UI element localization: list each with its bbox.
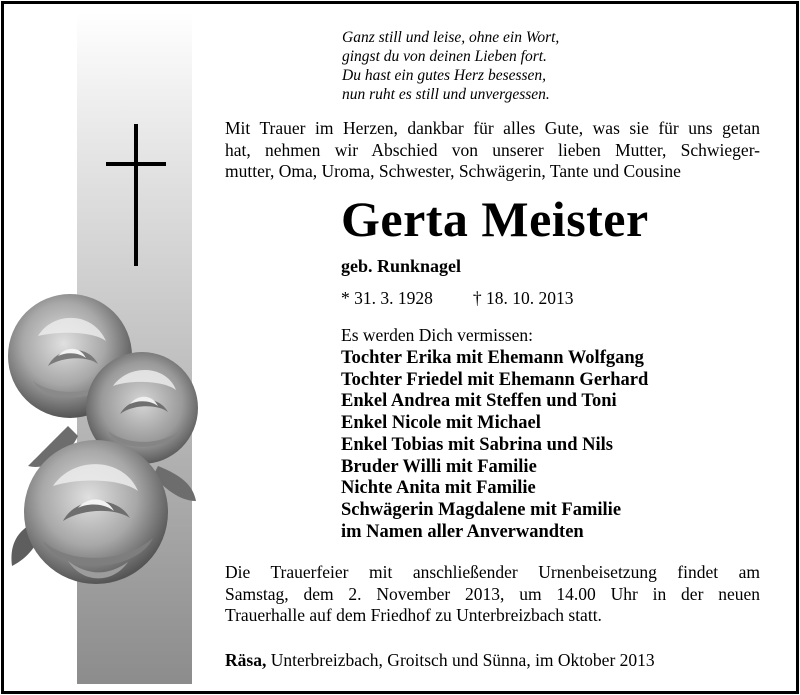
mourner-line: Enkel Tobias mit Sabrina und Nils bbox=[341, 434, 613, 455]
mourner-line: Schwägerin Magdalene mit Familie bbox=[341, 499, 622, 520]
mourner-line: Bruder Willi mit Familie bbox=[341, 456, 537, 477]
birth-date: * 31. 3. 1928 bbox=[341, 288, 433, 308]
mourner-line: Tochter Erika mit Ehemann Wolfgang bbox=[341, 348, 644, 368]
roses-image bbox=[8, 286, 200, 604]
deceased-name: Gerta Meister bbox=[341, 191, 649, 247]
intro-line: Mit Trauer im Herzen, dankbar für alles Gute, was sie für uns getan bbox=[225, 118, 760, 138]
poem-line: Ganz still und leise, ohne ein Wort, bbox=[342, 29, 560, 46]
intro-line: mutter, Oma, Uroma, Schwester, Schwägerin, Tante und Cousine bbox=[225, 161, 681, 181]
obituary-card bbox=[1, 1, 799, 694]
maiden-name: geb. Runknagel bbox=[341, 256, 462, 276]
intro-line: hat, nehmen wir Abschied von unserer lieben Mutter, Schwieger- bbox=[225, 139, 760, 160]
service-line: Samstag, dem 2. November 2013, um 14.00 Uhr in der neuen bbox=[225, 583, 760, 604]
places-first: Räsa, bbox=[225, 650, 267, 670]
service-line: Trauerhalle auf dem Friedhof zu Unterbreizbach statt. bbox=[225, 605, 602, 625]
intro-text bbox=[225, 118, 760, 183]
mourner-line: Enkel Andrea mit Steffen und Toni bbox=[341, 391, 617, 412]
life-dates bbox=[341, 288, 574, 309]
mourner-line: Tochter Friedel mit Ehemann Gerhard bbox=[341, 369, 649, 390]
cross-icon bbox=[106, 124, 166, 266]
places-rest: Unterbreizbach, Groitsch und Sünna, im Oktober 2013 bbox=[266, 650, 655, 670]
mourner-line: Enkel Nicole mit Michael bbox=[341, 413, 541, 434]
places-date bbox=[225, 650, 655, 671]
mourners-list bbox=[341, 348, 648, 543]
mourners-intro: Es werden Dich vermissen: bbox=[341, 325, 533, 345]
poem-line: Du hast ein gutes Herz besessen, bbox=[342, 67, 547, 84]
mourner-line: im Namen aller Anverwandten bbox=[341, 521, 584, 542]
poem-line: gingst du von deinen Lieben fort. bbox=[342, 48, 547, 65]
service-line: Die Trauerfeier mit anschließender Urnenbeisetzung findet am bbox=[225, 562, 760, 582]
death-date: † 18. 10. 2013 bbox=[472, 288, 574, 308]
poem-line: nun ruht es still und unvergessen. bbox=[342, 86, 550, 103]
poem bbox=[342, 28, 559, 104]
mourner-line: Nichte Anita mit Familie bbox=[341, 478, 536, 499]
service-info bbox=[225, 562, 760, 627]
